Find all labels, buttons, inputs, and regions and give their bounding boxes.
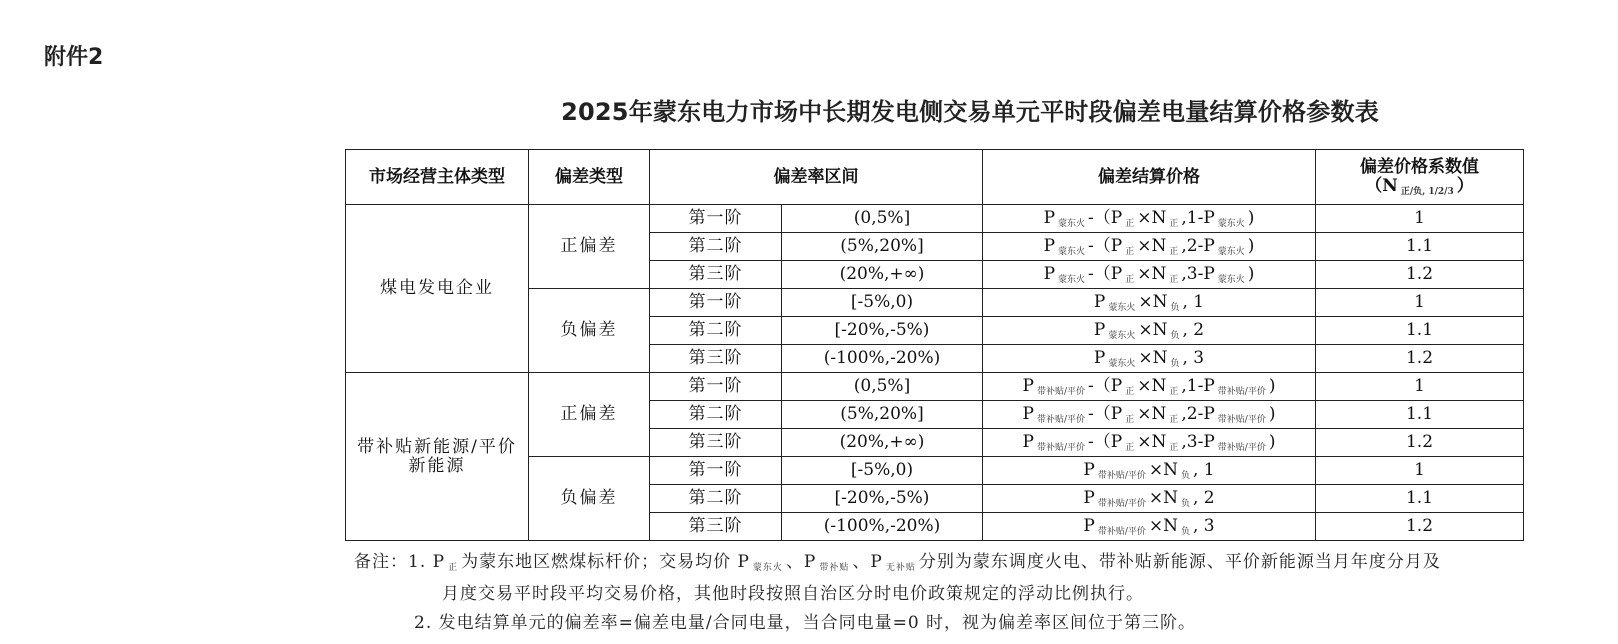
deviation-type-cell: 负偏差	[529, 457, 650, 541]
header-coefficient-line2: （N正/负, 1/2/3 ）	[1365, 176, 1474, 197]
deviation-type-cell: 负偏差	[529, 289, 650, 373]
step-cell: 第一阶	[650, 289, 782, 317]
coefficient-cell: 1	[1316, 289, 1524, 317]
header-settlement-price: 偏差结算价格	[983, 150, 1316, 205]
formula-cell: P 带补贴/平价 -（P 正 ×N 正 ,3-P 带补贴/平价 )	[983, 429, 1316, 457]
coefficient-cell: 1.2	[1316, 513, 1524, 541]
step-cell: 第二阶	[650, 317, 782, 345]
formula-cell: P 蒙东火 -（P 正 ×N 正 ,1-P 蒙东火 )	[983, 205, 1316, 233]
entity-type-cell: 煤电发电企业	[346, 205, 529, 373]
settlement-parameter-table	[345, 149, 1524, 541]
deviation-type-cell: 正偏差	[529, 205, 650, 289]
header-coefficient	[1316, 150, 1524, 205]
coefficient-cell: 1.1	[1316, 233, 1524, 261]
coefficient-cell: 1	[1316, 205, 1524, 233]
coefficient-cell: 1.2	[1316, 345, 1524, 373]
notes	[354, 548, 1574, 638]
interval-cell: (0,5%]	[782, 373, 983, 401]
coefficient-cell: 1.1	[1316, 317, 1524, 345]
header-deviation-type: 偏差类型	[529, 150, 650, 205]
formula-cell: P 带补贴/平价 ×N 负 , 2	[983, 485, 1316, 513]
document-title: 2025年蒙东电力市场中长期发电侧交易单元平时段偏差电量结算价格参数表	[561, 98, 1379, 126]
table-row	[346, 205, 1524, 233]
table-body	[346, 205, 1524, 541]
note-line-3: 2. 发电结算单元的偏差率=偏差电量/合同电量，当合同电量=0 时，视为偏差率区间位于第三阶。	[414, 613, 1197, 633]
interval-cell: (-100%,-20%)	[782, 513, 983, 541]
entity-type-cell: 带补贴新能源/平价 新能源	[346, 373, 529, 541]
step-cell: 第三阶	[650, 345, 782, 373]
step-cell: 第一阶	[650, 457, 782, 485]
formula-cell: P 带补贴/平价 ×N 负 , 3	[983, 513, 1316, 541]
formula-cell: P 蒙东火 -（P 正 ×N 正 ,3-P 蒙东火 )	[983, 261, 1316, 289]
coefficient-cell: 1	[1316, 457, 1524, 485]
interval-cell: (0,5%]	[782, 205, 983, 233]
step-cell: 第二阶	[650, 233, 782, 261]
header-entity-type: 市场经营主体类型	[346, 150, 529, 205]
step-cell: 第三阶	[650, 513, 782, 541]
header-coefficient-line1: 偏差价格系数值	[1360, 157, 1479, 178]
formula-cell: P 蒙东火 ×N 负 , 3	[983, 345, 1316, 373]
header-deviation-interval: 偏差率区间	[650, 150, 983, 205]
step-cell: 第二阶	[650, 401, 782, 429]
formula-cell: P 带补贴/平价 ×N 负 , 1	[983, 457, 1316, 485]
interval-cell: [-20%,-5%)	[782, 485, 983, 513]
step-cell: 第三阶	[650, 429, 782, 457]
table-row	[346, 373, 1524, 401]
interval-cell: [-5%,0)	[782, 457, 983, 485]
step-cell: 第二阶	[650, 485, 782, 513]
interval-cell: [-5%,0)	[782, 289, 983, 317]
deviation-type-cell: 正偏差	[529, 373, 650, 457]
interval-cell: (5%,20%]	[782, 233, 983, 261]
table-header-row	[346, 150, 1524, 205]
interval-cell: (-100%,-20%)	[782, 345, 983, 373]
coefficient-cell: 1.2	[1316, 429, 1524, 457]
coefficient-cell: 1.2	[1316, 261, 1524, 289]
coefficient-cell: 1.1	[1316, 485, 1524, 513]
formula-cell: P 带补贴/平价 -（P 正 ×N 正 ,1-P 带补贴/平价 )	[983, 373, 1316, 401]
step-cell: 第三阶	[650, 261, 782, 289]
interval-cell: (20%,+∞)	[782, 429, 983, 457]
coefficient-cell: 1.1	[1316, 401, 1524, 429]
interval-cell: (20%,+∞)	[782, 261, 983, 289]
formula-cell: P 蒙东火 ×N 负 , 2	[983, 317, 1316, 345]
attachment-label: 附件2	[44, 45, 104, 70]
step-cell: 第一阶	[650, 205, 782, 233]
interval-cell: [-20%,-5%)	[782, 317, 983, 345]
formula-cell: P 蒙东火 -（P 正 ×N 正 ,2-P 蒙东火 )	[983, 233, 1316, 261]
interval-cell: (5%,20%]	[782, 401, 983, 429]
formula-cell: P 带补贴/平价 -（P 正 ×N 正 ,2-P 带补贴/平价 )	[983, 401, 1316, 429]
note-line-2: 月度交易平时段平均交易价格，其他时段按照自治区分时电价政策规定的浮动比例执行。	[442, 584, 1144, 604]
coefficient-cell: 1	[1316, 373, 1524, 401]
formula-cell: P 蒙东火 ×N 负 , 1	[983, 289, 1316, 317]
note-line-1: 备注：1. P 正 为蒙东地区燃煤标杆价；交易均价 P 蒙东火 、P 带补贴 、P 无补贴 分别为蒙东调度火电、带补贴新能源、平价新能源当月年度分月及	[354, 552, 1441, 573]
step-cell: 第一阶	[650, 373, 782, 401]
